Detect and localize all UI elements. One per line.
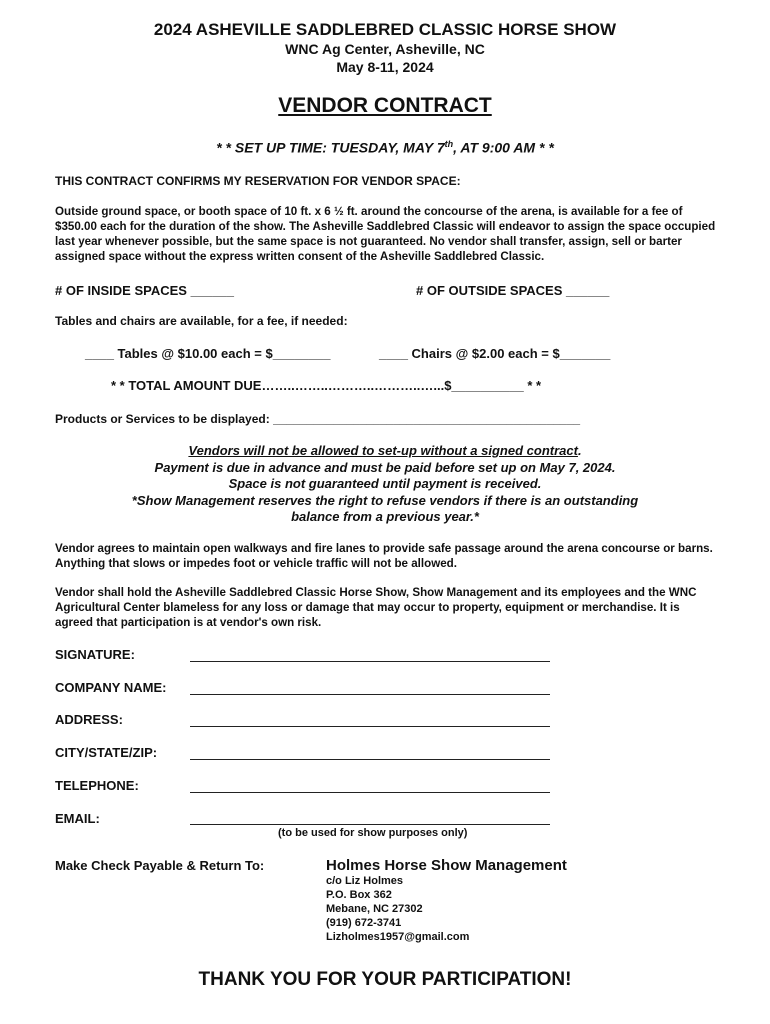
venue-line: WNC Ag Center, Asheville, NC — [285, 41, 485, 57]
thank-you-line: THANK YOU FOR YOUR PARTICIPATION! — [198, 969, 572, 990]
payable-city: Mebane, NC 27302 — [326, 903, 423, 915]
notice-block — [0, 443, 770, 526]
tables-chairs-note: Tables and chairs are available, for a fee, if needed: — [55, 314, 348, 328]
show-title: 2024 ASHEVILLE SADDLEBRED CLASSIC HORSE SHOW — [153, 20, 617, 39]
payable-org: Holmes Horse Show Management — [326, 857, 567, 874]
email-label: EMAIL: — [55, 811, 100, 826]
total-amount-line: * * TOTAL AMOUNT DUE……..……..………..………..…...$__________ * * — [111, 378, 542, 393]
company-name-label: COMPANY NAME: — [55, 680, 167, 695]
city-state-zip-label: CITY/STATE/ZIP: — [55, 745, 158, 760]
liability-paragraph: Vendor shall hold the Asheville Saddlebred Classic Horse Show, Show Management and its employees and the WNC Agricultural Center blameless for any loss or damage that may occur to property, equipment or merchandise. It is agreed that participation is at vendor's own risk. — [55, 586, 697, 629]
notice-line-1-end: . — [577, 443, 582, 458]
signature-label: SIGNATURE: — [55, 647, 135, 662]
payable-email: Lizholmes1957@gmail.com — [326, 931, 470, 943]
telephone-field[interactable] — [190, 792, 550, 793]
payable-address — [326, 874, 469, 944]
inside-spaces: # OF INSIDE SPACES ______ — [55, 283, 234, 298]
setup-prefix: * * SET UP TIME: TUESDAY, MAY 7 — [216, 139, 445, 156]
address-field[interactable] — [190, 726, 550, 727]
notice-signed-contract: Vendors will not be allowed to set-up without a signed contract — [188, 443, 578, 458]
outside-spaces: # OF OUTSIDE SPACES ______ — [416, 283, 610, 298]
contract-title: VENDOR CONTRACT — [278, 94, 492, 117]
setup-sup: th — [444, 139, 454, 149]
tables-line: ____ Tables @ $10.00 each = $________ — [85, 346, 331, 361]
telephone-label: TELEPHONE: — [55, 778, 139, 793]
email-note: (to be used for show purposes only) — [278, 827, 468, 839]
notice-line-4: *Show Management reserves the right to refuse vendors if there is an outstanding — [131, 492, 639, 508]
setup-suffix: , AT 9:00 AM * * — [453, 139, 554, 156]
payable-label: Make Check Payable & Return To: — [55, 858, 265, 873]
company-name-field[interactable] — [190, 694, 550, 695]
notice-line-3: Space is not guaranteed until payment is received. — [228, 476, 542, 491]
payable-care-of: c/o Liz Holmes — [326, 875, 404, 887]
notice-line-5: balance from a previous year.* — [291, 509, 479, 524]
confirm-heading: THIS CONTRACT CONFIRMS MY RESERVATION FOR VENDOR SPACE: — [55, 174, 461, 188]
city-state-zip-field[interactable] — [190, 759, 550, 760]
notice-line-1 — [0, 443, 770, 460]
email-field[interactable] — [190, 824, 550, 825]
walkways-paragraph: Vendor agrees to maintain open walkways and fire lanes to provide safe passage around the arena concourse or barns. Anything that slows or impedes foot or vehicle traffic will not be allowed. — [55, 542, 713, 570]
notice-line-2: Payment is due in advance and must be paid before set up on May 7, 2024. — [154, 459, 616, 475]
dates-line: May 8-11, 2024 — [336, 59, 434, 75]
payable-po-box: P.O. Box 362 — [326, 889, 392, 901]
payable-phone: (919) 672-3741 — [326, 917, 402, 929]
intro-paragraph: Outside ground space, or booth space of 10 ft. x 6 ½ ft. around the concourse of the arena, is available for a fee of $350.00 each for the duration of the show. The Asheville Saddlebred Classic will endeavor to assign the space occupied last year whenever possible, but the same space is not guaranteed. No vendor shall transfer, assign, sell or barter assigned space without the express written consent of the Asheville Saddlebred Classic. — [55, 205, 716, 263]
signature-field[interactable] — [190, 661, 550, 662]
products-line: Products or Services to be displayed: ______________________________________________ — [55, 412, 581, 426]
chairs-line: ____ Chairs @ $2.00 each = $_______ — [379, 346, 611, 361]
address-label: ADDRESS: — [55, 712, 123, 727]
setup-time — [0, 139, 770, 156]
